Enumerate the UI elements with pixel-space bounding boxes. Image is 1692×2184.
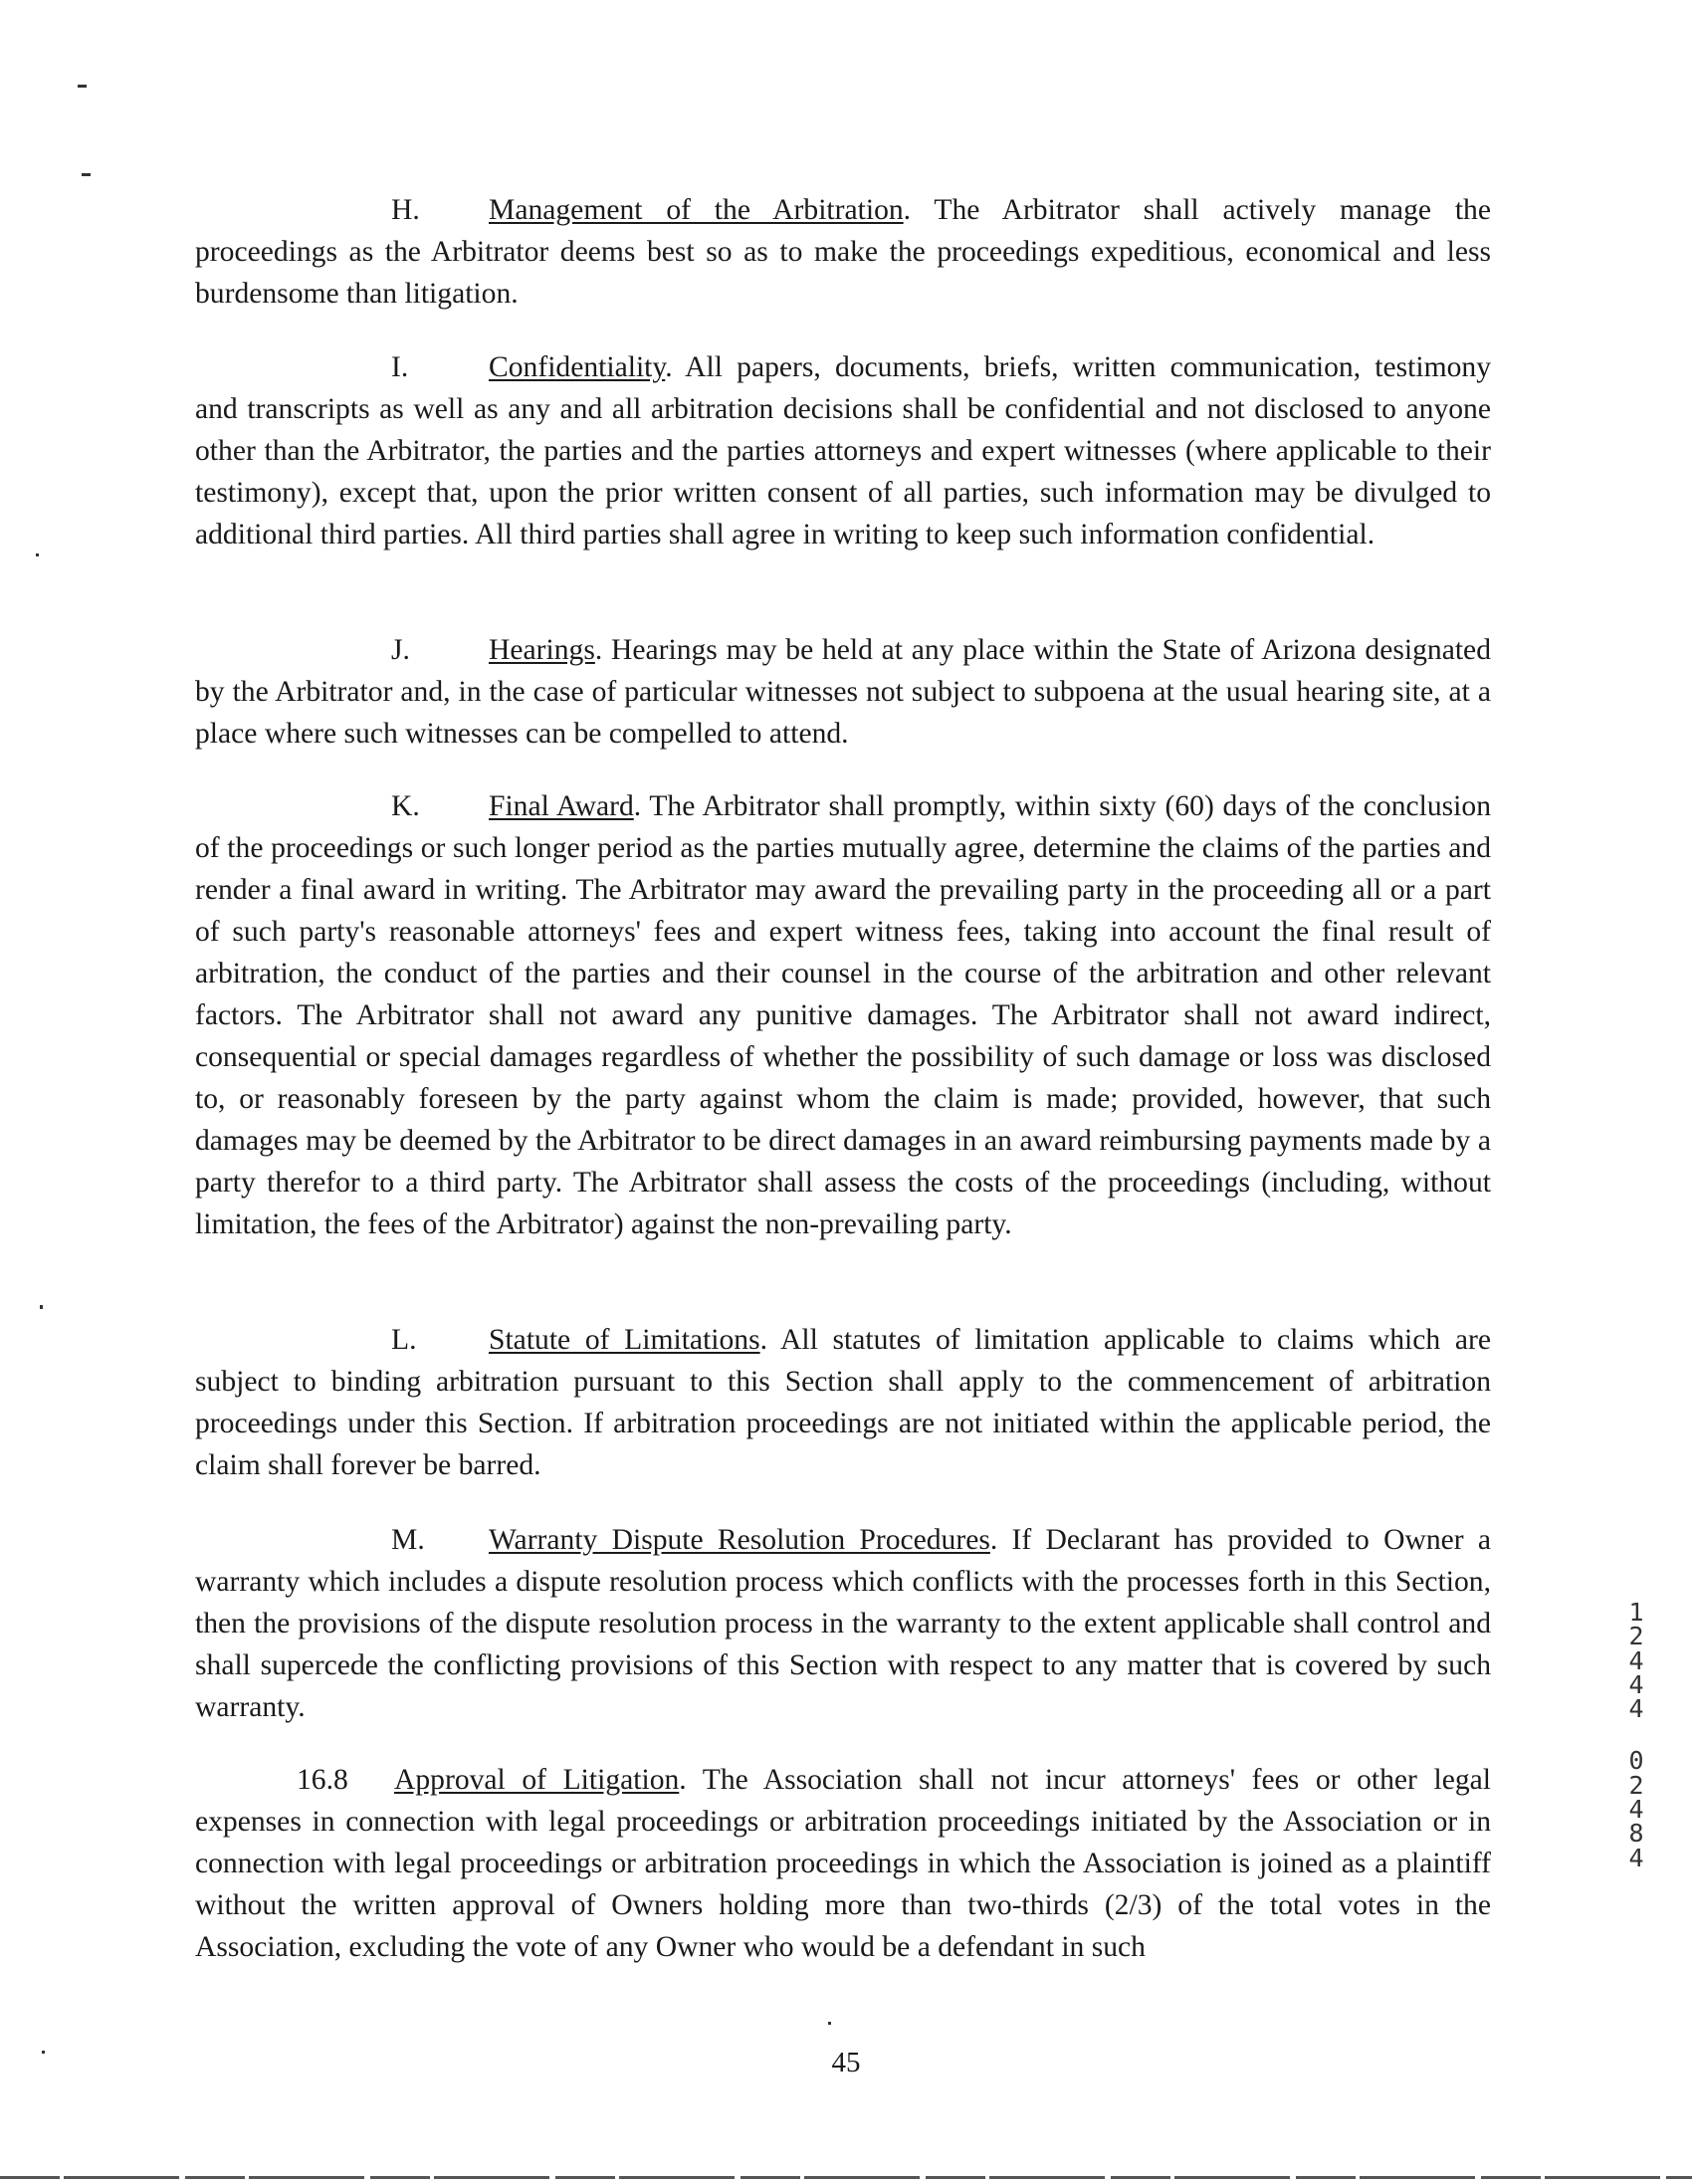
section-label: M. xyxy=(391,1524,425,1556)
scan-mark xyxy=(40,1305,43,1309)
scan-mark xyxy=(82,173,91,176)
section-heading: Statute of Limitations xyxy=(489,1324,760,1356)
scan-edge-line xyxy=(0,2176,1692,2179)
section-label: K. xyxy=(391,790,420,822)
section-body: . The Arbitrator shall actively manage the proceedings as the Arbitrator deems best so as to make the proceedings expeditious, economical and less burdensome than litigation. xyxy=(195,194,1491,310)
scan-mark xyxy=(78,85,87,88)
section-heading: Warranty Dispute Resolution Procedures xyxy=(489,1524,990,1556)
section-heading: Approval of Litigation xyxy=(394,1764,680,1796)
section-m xyxy=(195,1519,1491,1728)
section-l xyxy=(195,1319,1491,1486)
section-body: . The Association shall not incur attorneys' fees or other legal expenses in connection with legal proceedings or arbitration proceedings initiated by the Association or in connection with legal proceedings or arbitration proceedings in which the Association is joined as a plaintiff without the written approval of Owners holding more than two-thirds (2/3) of the total votes in the Association, excluding the vote of any Owner who would be a defendant in such xyxy=(195,1764,1491,1963)
section-body: . Hearings may be held at any place within the State of Arizona designated by the Arbitrator and, in the case of particular witnesses not subject to subpoena at the usual hearing site, at a place where such witnesses can be compelled to attend. xyxy=(195,634,1491,750)
section-label: J. xyxy=(391,634,410,666)
recording-number-top: 1 2 4 4 4 xyxy=(1628,1598,1644,1724)
section-body: . All papers, documents, briefs, written communication, testimony and transcripts as well as any and all arbitration decisions shall be confidential and not disclosed to anyone other than the Arbitrator, the parties and the parties attorneys and expert witnesses (where applicable to their testimony), except that, upon the prior written consent of all parties, such information may be divulged to additional third parties. All third parties shall agree in writing to keep such information confidential. xyxy=(195,351,1491,550)
section-h xyxy=(195,189,1491,315)
section-heading: Confidentiality xyxy=(489,351,666,383)
section-heading: Final Award xyxy=(489,790,634,822)
section-k xyxy=(195,785,1491,1245)
section-label: H. xyxy=(391,194,420,226)
recording-number xyxy=(1624,1598,1648,1872)
section-heading: Management of the Arbitration xyxy=(489,194,904,226)
scan-mark xyxy=(42,2051,45,2054)
section-heading: Hearings xyxy=(489,634,595,666)
scan-mark xyxy=(36,553,39,556)
section-body: . The Arbitrator shall promptly, within sixty (60) days of the conclusion of the proceedings or such longer period as the parties mutually agree, determine the claims of the parties and render a final award in writing. The Arbitrator may award the prevailing party in the proceeding all or a part of such party's reasonable attorneys' fees and expert witness fees, taking into account the final result of arbitration, the conduct of the parties and their counsel in the course of the arbitration and other relevant factors. The Arbitrator shall not award any punitive damages. The Arbitrator shall not award indirect, consequential or special damages regardless of whether the possibility of such damage or loss was disclosed to, or reasonably foreseen by the party against whom the claim is made; provided, however, that such damages may be deemed by the Arbitrator to be direct damages in an award reimbursing payments made by a party therefor to a third party. The Arbitrator shall assess the costs of the proceedings (including, without limitation, the fees of the Arbitrator) against the non-prevailing party. xyxy=(195,790,1491,1240)
section-i xyxy=(195,346,1491,555)
section-label: L. xyxy=(391,1324,417,1356)
page-number: 45 xyxy=(831,2047,861,2078)
section-label: 16.8 xyxy=(297,1764,348,1796)
section-body: . All statutes of limitation applicable to claims which are subject to binding arbitration pursuant to this Section shall apply to the commencement of arbitration proceedings under this Section. If arbitration proceedings are not initiated within the applicable period, the claim shall forever be barred. xyxy=(195,1324,1491,1481)
section-label: I. xyxy=(391,351,409,383)
recording-number-bottom: 0 2 4 8 4 xyxy=(1628,1746,1644,1872)
section-j xyxy=(195,629,1491,755)
section-16-8 xyxy=(195,1759,1491,1968)
section-body: . If Declarant has provided to Owner a warranty which includes a dispute resolution process which conflicts with the processes forth in this Section, then the provisions of the dispute resolution process in the warranty to the extent applicable shall control and shall supercede the conflicting provisions of this Section with respect to any matter that is covered by such warranty. xyxy=(195,1524,1491,1723)
scan-mark xyxy=(828,2022,831,2025)
